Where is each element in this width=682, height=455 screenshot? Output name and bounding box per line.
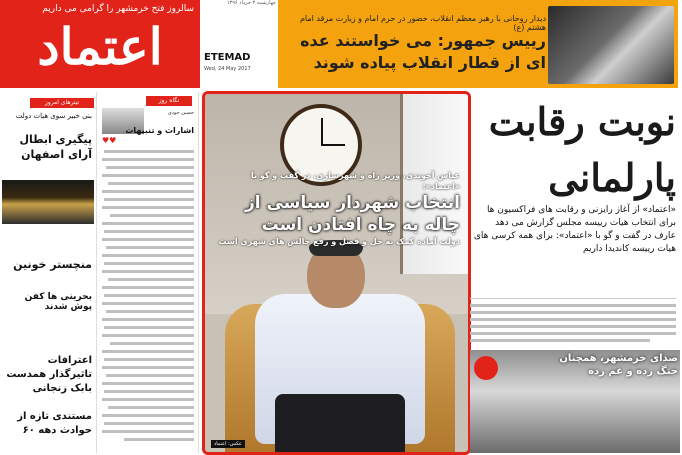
banner-kicker: دیدار روحانی با رهبر معظم انقلاب، حضور در حرم امام و زیارت مرقد امام هشتم (ع) [299, 14, 546, 32]
right-body [470, 204, 676, 256]
main-story[interactable] [202, 91, 471, 455]
text-line [102, 414, 194, 417]
text-line [102, 398, 194, 401]
right-photo-title: صدای خرمشهر، همچنان جنگ زده و غم زده [559, 353, 678, 377]
text-line [110, 214, 194, 217]
left-section-label: تیترهای امروز [30, 98, 94, 108]
section-badge-icon [474, 356, 498, 380]
text-line [102, 382, 194, 385]
text-line [102, 302, 194, 305]
text-line [102, 238, 194, 241]
text-line [102, 286, 194, 289]
text-line [470, 311, 676, 314]
left-intro: بنی خبیر سوی هیات دولت [15, 112, 92, 120]
left-headline-1: پیگیری ابطال آرای اصفهان [19, 133, 92, 161]
right-body-1: «اعتماد» از آغاز رایزنی و رقابت های فراکسیون ها برای انتخاب هیات رییسه مجلس گزارش می دهد [486, 205, 676, 228]
left-headline-5: مستندی تازه از حوادث دهه ۶۰ [17, 411, 92, 436]
photo-person-legs [275, 394, 405, 452]
issue-date: چهارشنبه ۳ خرداد ۱۳۹۶ [226, 0, 276, 6]
text-line [104, 262, 194, 265]
text-line [102, 190, 194, 193]
text-line [470, 318, 676, 321]
text-line [106, 310, 194, 313]
text-line [102, 270, 194, 273]
text-line [124, 438, 194, 441]
text-line [108, 182, 194, 185]
text-line [104, 198, 194, 201]
text-line [104, 150, 194, 153]
text-line [102, 318, 194, 321]
banner-photo [548, 6, 674, 84]
text-line [102, 158, 194, 161]
banner-headline: رییس جمهور: می خواستند عده ای از قطار انقلاب پیاده شوند [300, 31, 546, 72]
text-line [110, 342, 194, 345]
right-headline[interactable]: نوبت رقابت پارلمانی [488, 99, 676, 200]
text-line [102, 174, 194, 177]
text-line [470, 332, 676, 335]
text-line [102, 254, 194, 257]
text-line [102, 350, 194, 353]
columnist-name: حسین جودی [167, 110, 194, 116]
left-headline-4: اعترافات تاثیرگذار همدست بابک زنجانی [6, 355, 92, 394]
divider [470, 298, 676, 299]
clock-hand [321, 118, 323, 145]
logo-box [0, 0, 200, 88]
text-line [104, 230, 194, 233]
logo-slogan: سالروز فتح خرمشهر را گرامی می داریم [42, 4, 194, 14]
text-line [102, 334, 194, 337]
text-line [104, 390, 194, 393]
text-line [102, 222, 194, 225]
main-subheadline: دولت آماده کمک به حل و فصل و رفع چالش های شهری است [218, 237, 460, 246]
text-line [104, 326, 194, 329]
text-line [104, 358, 194, 361]
text-line [470, 339, 650, 342]
second-column [98, 92, 199, 453]
heart-icon: ♥♥ [102, 136, 117, 145]
left-headline-2: منچستر خونین [13, 258, 92, 271]
right-body-2: عارف در گفت و گو با «اعتماد»: برای همه کرسی های هیات رییسه کاندیدا داریم [473, 231, 676, 254]
left-photo [2, 180, 94, 224]
column-title: اشارات و تنبیهات [125, 126, 194, 135]
english-date: Wed, 24 May 2017 [204, 66, 251, 72]
main-headline: انتخاب شهردار سیاسی از چاله به چاه افتادن است [244, 193, 460, 235]
newspaper-logo: اعتماد [37, 17, 163, 76]
text-line [102, 430, 194, 433]
text-line [104, 422, 194, 425]
text-line [106, 374, 194, 377]
main-kicker: عباس آخوندی، وزیر راه و شهرسازی، در گفت و گو با «اعتماد»: [251, 171, 460, 191]
text-line [108, 406, 194, 409]
text-line [108, 278, 194, 281]
text-line [102, 206, 194, 209]
text-line [470, 304, 676, 307]
text-line [106, 166, 194, 169]
text-line [106, 246, 194, 249]
english-title: ETEMAD [204, 52, 251, 63]
left-column [0, 92, 97, 453]
text-line [470, 325, 676, 328]
second-section-label: نگاه روز [146, 96, 192, 106]
clock-hand [321, 144, 345, 146]
left-headline-3: بحرینی ها کفن پوش شدند [24, 292, 92, 312]
photo-caption: عکس: اعتماد [211, 440, 245, 448]
text-line [104, 294, 194, 297]
text-line [102, 366, 194, 369]
